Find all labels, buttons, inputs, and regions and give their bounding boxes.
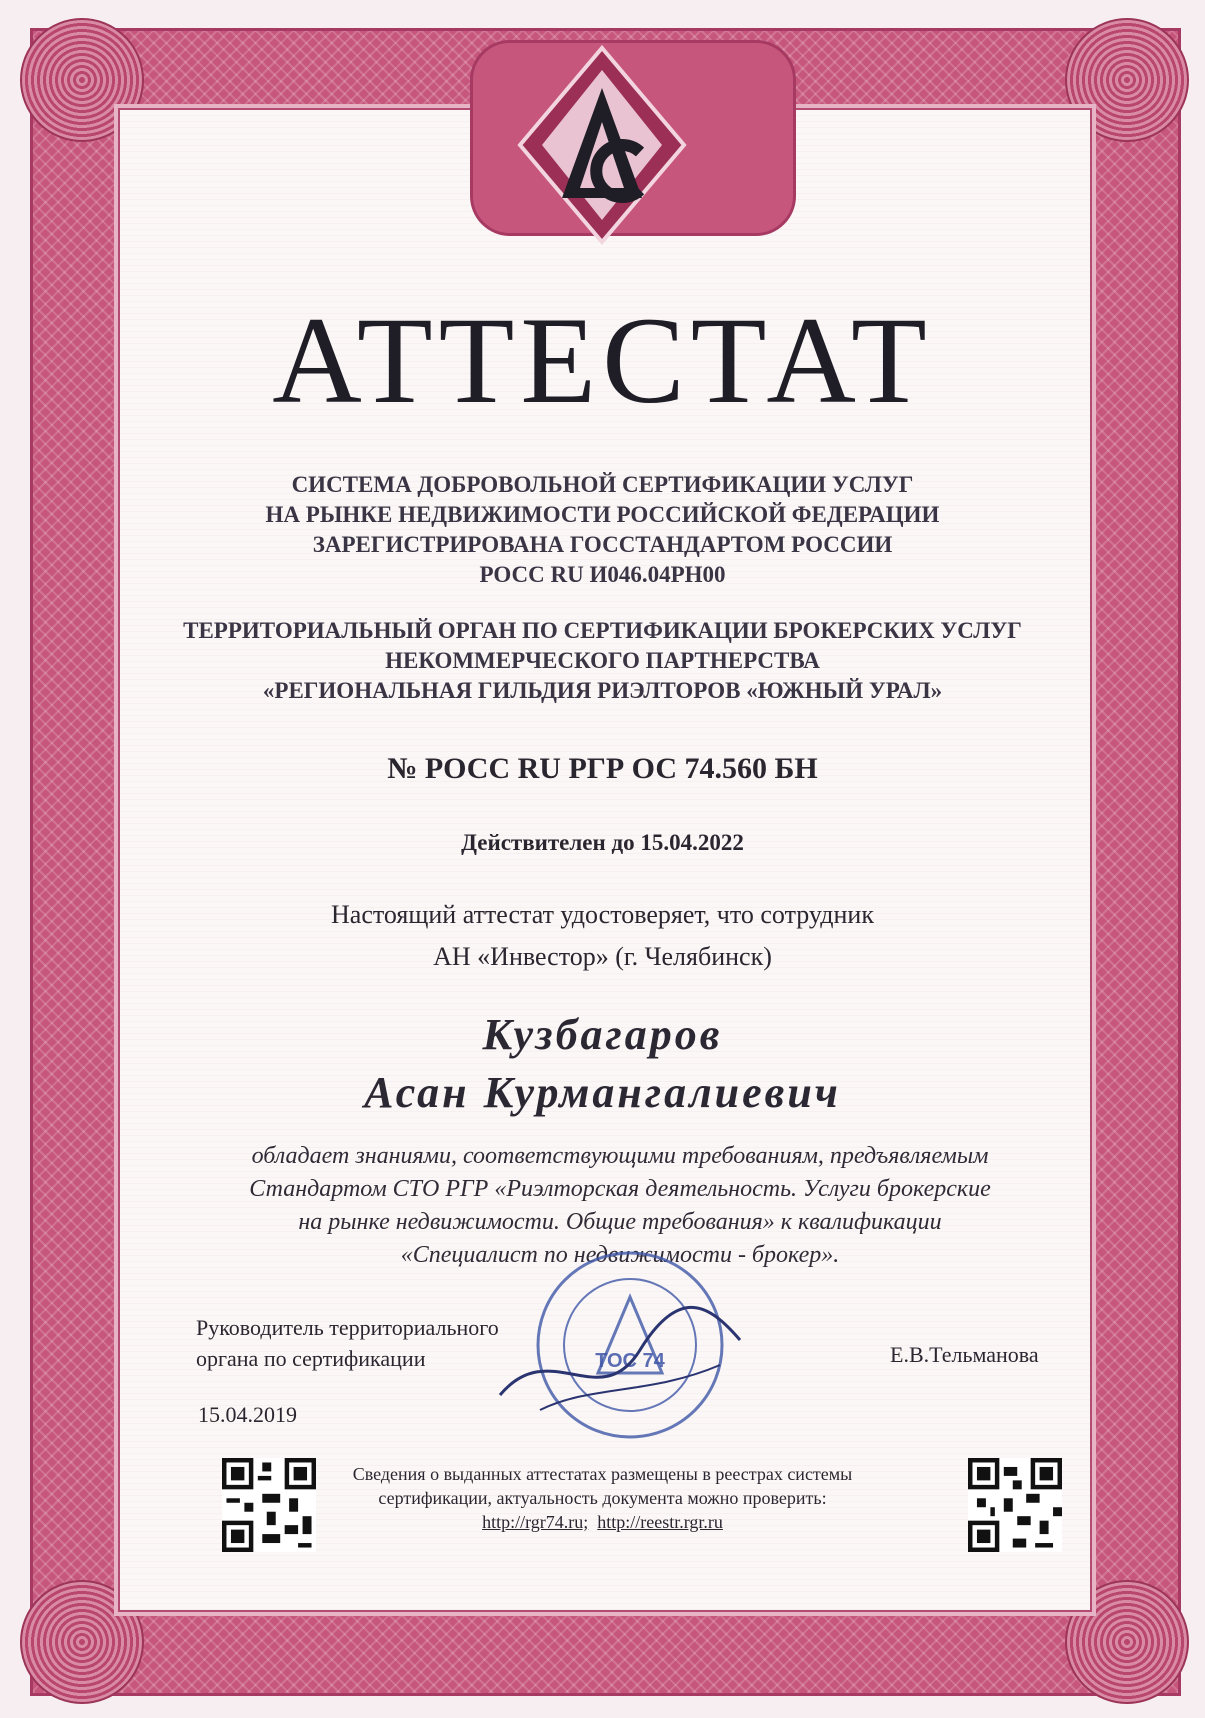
qr-code-icon (222, 1458, 316, 1552)
stamp-center-text: ТОС 74 (595, 1350, 665, 1372)
signatory-role-line: Руководитель территориального (196, 1315, 499, 1340)
holder-surname: Кузбагаров (482, 1010, 723, 1059)
description-line: «Специалист по недвижимости - брокер». (400, 1242, 840, 1268)
reestr-link[interactable]: http://reestr.rgr.ru (597, 1512, 723, 1532)
signatory-role (196, 1312, 499, 1374)
organ-line: НЕКОММЕРЧЕСКОГО ПАРТНЕРСТВА (385, 648, 820, 673)
description-line: на рынке недвижимости. Общие требования» к квалификации (298, 1209, 942, 1235)
document-title: АТТЕСТАТ (272, 292, 933, 429)
certification-organ (150, 616, 1055, 706)
organ-line: «РЕГИОНАЛЬНАЯ ГИЛЬДИЯ РИЭЛТОРОВ «ЮЖНЫЙ УРАЛ» (262, 678, 943, 703)
registry-line: сертификации, актуальность документа можно проверить: (378, 1488, 827, 1508)
ac-logo-icon (512, 40, 692, 250)
organ-line: ТЕРРИТОРИАЛЬНЫЙ ОРГАН ПО СЕРТИФИКАЦИИ БРОКЕРСКИХ УСЛУГ (183, 618, 1022, 643)
holder-name (150, 1006, 1055, 1122)
registry-line: Сведения о выданных аттестатах размещены в реестрах системы (352, 1464, 853, 1484)
system-line: НА РЫНКЕ НЕДВИЖИМОСТИ РОССИЙСКОЙ ФЕДЕРАЦИИ (265, 502, 940, 527)
registry-links (340, 1510, 865, 1534)
employer-line: АН «Инвестор» (г. Челябинск) (433, 942, 772, 971)
system-line: СИСТЕМА ДОБРОВОЛЬНОЙ СЕРТИФИКАЦИИ УСЛУГ (291, 472, 914, 497)
certification-system (150, 470, 1055, 590)
round-stamp-icon (480, 1245, 760, 1445)
description-line: Стандартом СТО РГР «Риэлторская деятельность. Услуги брокерские (249, 1176, 991, 1202)
description-line: обладает знаниями, соответствующими требованиям, предъявляемым (251, 1143, 989, 1169)
rgr74-link[interactable]: http://rgr74.ru; (482, 1512, 589, 1532)
registry-info (340, 1462, 865, 1534)
issue-date: 15.04.2019 (198, 1402, 297, 1427)
qr-code-icon (968, 1458, 1062, 1552)
valid-until: Действителен до 15.04.2022 (461, 830, 744, 855)
holder-given-names: Асан Курмангалиевич (364, 1068, 841, 1117)
system-line: ЗАРЕГИСТРИРОВАНА ГОССТАНДАРТОМ РОССИИ (312, 532, 893, 557)
signatory-name: Е.В.Тельманова (890, 1342, 1039, 1367)
signatory-role-line: органа по сертификации (196, 1346, 426, 1371)
system-registration: РОСС RU И046.04РН00 (479, 562, 726, 587)
certifies-line: Настоящий аттестат удостоверяет, что сотрудник (331, 900, 874, 929)
certifies-text (150, 894, 1055, 978)
certificate-number: № РОСС RU РГР ОС 74.560 БН (387, 752, 818, 785)
